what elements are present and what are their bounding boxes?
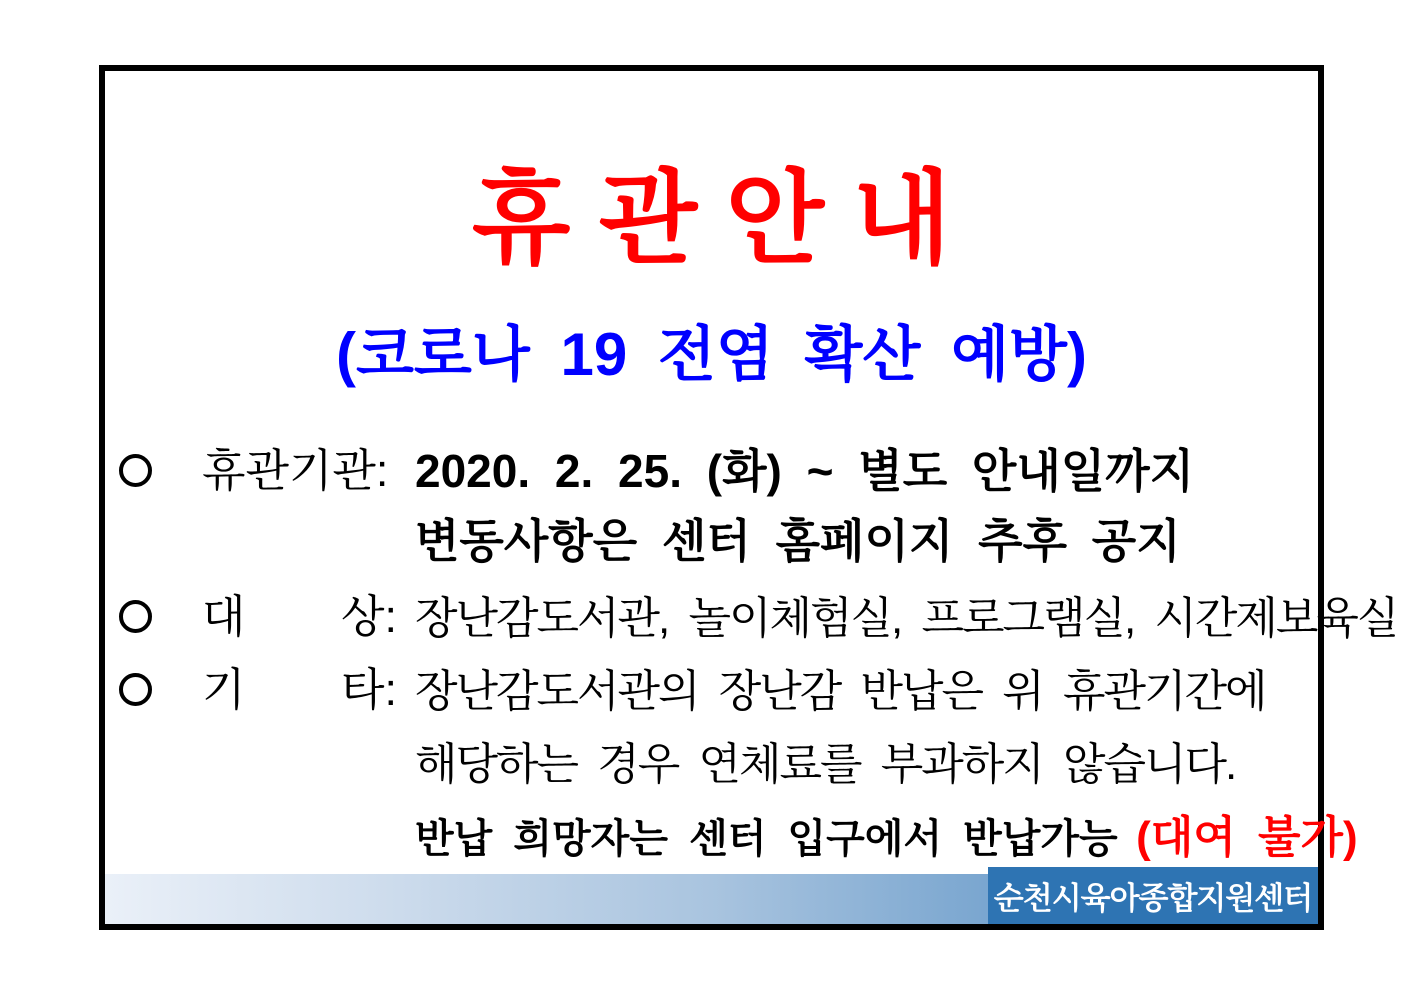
row-content (415, 436, 1194, 576)
row-label-closure-period: 휴관기관: (202, 445, 389, 496)
list-item (105, 436, 1312, 576)
notice-body (105, 436, 1398, 884)
list-item (105, 655, 1358, 884)
etc-line-1: 장난감도서관의 장난감 반납은 위 휴관기간에 (415, 667, 1266, 716)
etc-line-2: 해당하는 경우 연체료를 부과하지 않습니다. (415, 740, 1236, 789)
page-title: 휴 관 안 내 (471, 162, 952, 276)
circle-bullet-icon (119, 454, 152, 487)
closure-period-line-1: 2020. 2. 25. (화) ~ 별도 안내일까지 (415, 445, 1195, 497)
org-name: 순천시육아종합지원센터 (993, 881, 1313, 916)
closure-period-line-2: 변동사항은 센터 홈페이지 추후 공지 (415, 515, 1181, 567)
poster-frame (99, 65, 1398, 930)
return-note-text: 반납 희망자는 센터 입구에서 반납가능 (415, 817, 1118, 861)
list-item (105, 582, 1398, 655)
no-rental-highlight: (대여 불가) (1136, 813, 1358, 862)
target-facilities-line: 장난감도서관, 놀이체험실, 프로그램실, 시간제보육실 (415, 594, 1398, 643)
circle-bullet-icon (119, 673, 152, 706)
org-name-box (988, 867, 1318, 924)
circle-bullet-icon (119, 600, 152, 633)
row-content (415, 655, 1358, 884)
row-label-target: 대 상: (202, 591, 397, 642)
page-subtitle: (코로나 19 전염 확산 예방) (335, 321, 1088, 388)
row-label-etc: 기 타: (202, 664, 397, 715)
row-content (415, 582, 1397, 655)
